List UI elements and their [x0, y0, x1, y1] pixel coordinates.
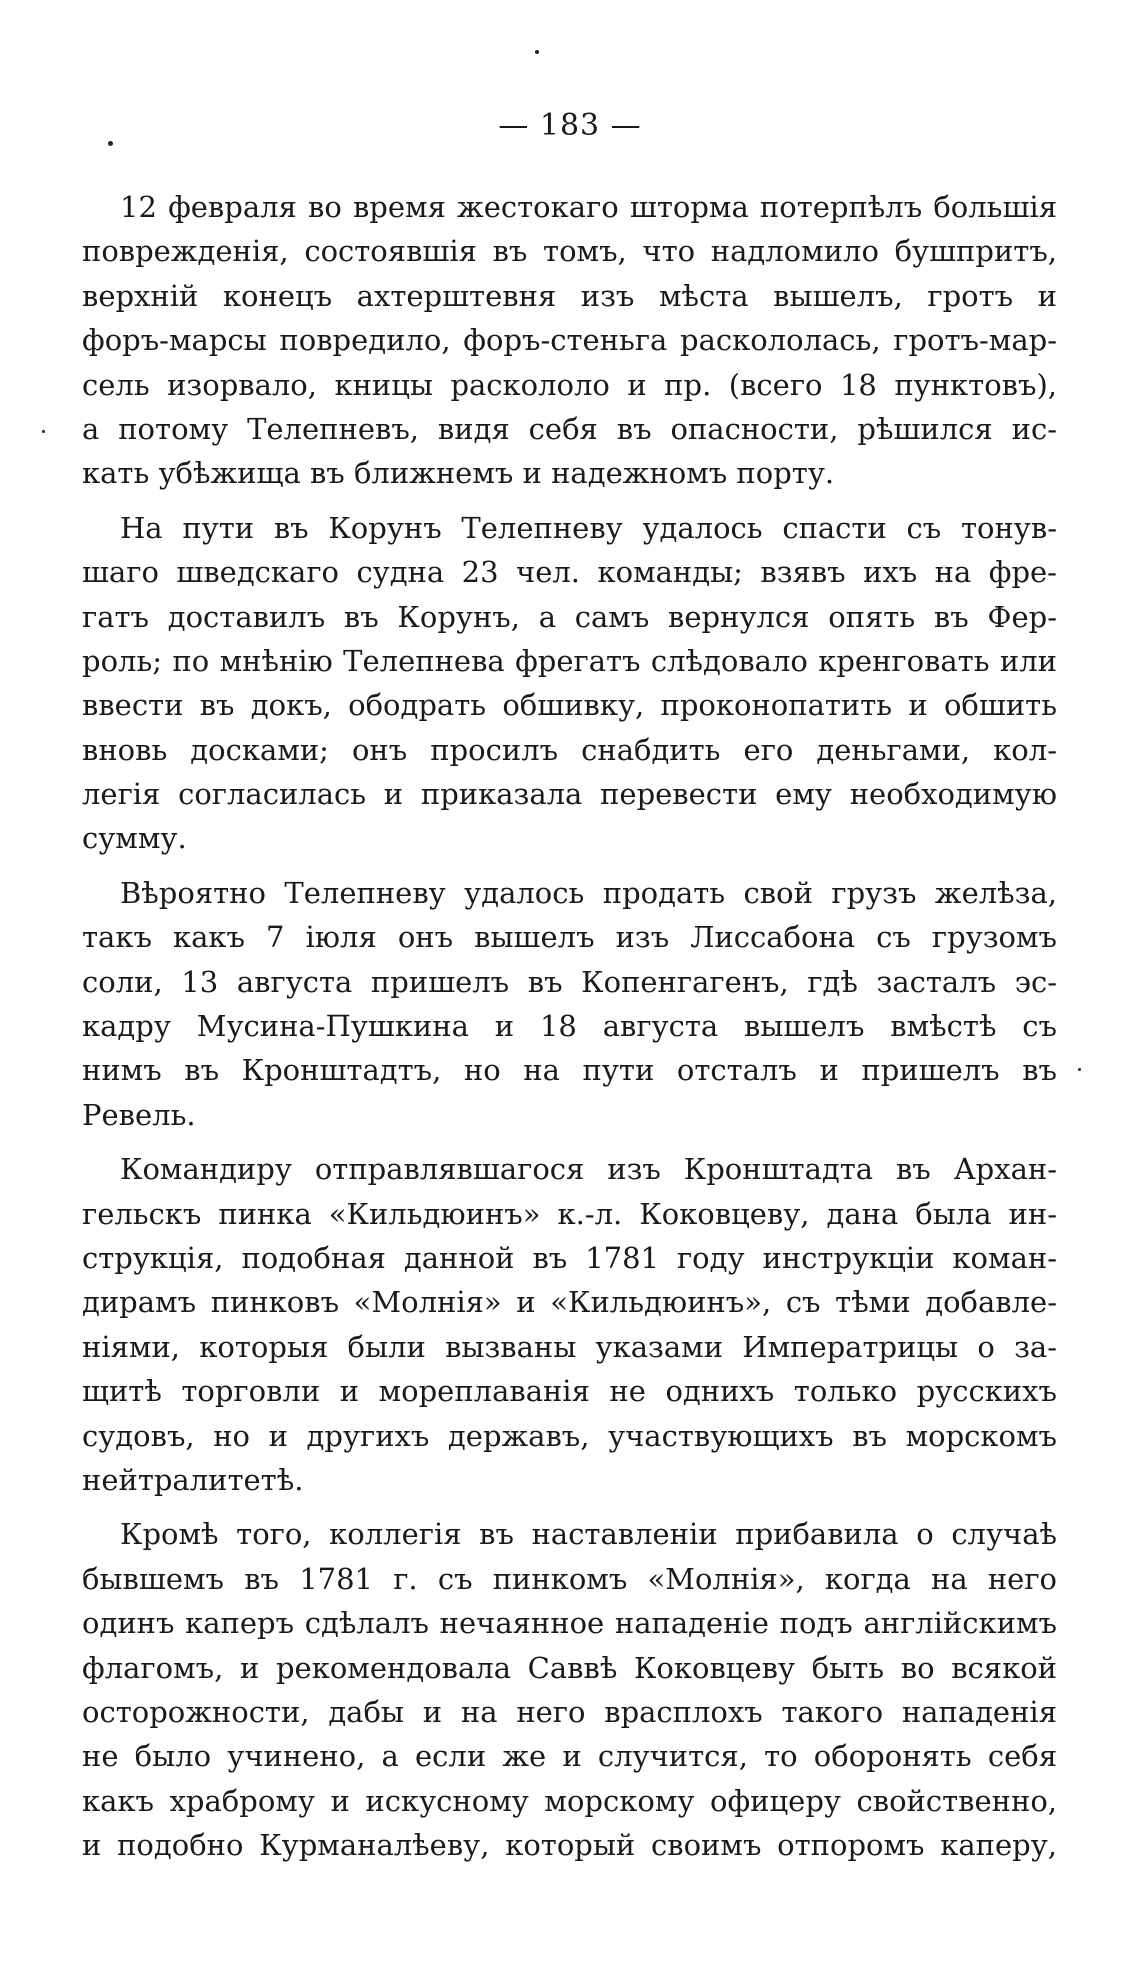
print-speck-right — [1078, 1068, 1081, 1071]
text-line: Вѣроятно Телепневу удалось продать свой грузъ желѣза, — [120, 875, 1057, 910]
text-line: Командиру отправлявшагося изъ Кронштадта въ Архан- — [120, 1152, 1057, 1187]
text-line: нимъ въ Кронштадтъ, но на пути отсталъ и пришелъ въ — [82, 1053, 1057, 1088]
text-line: легія согласилась и приказала перевести ему необходимую — [82, 777, 1057, 812]
text-line: нейтралитетѣ. — [82, 1462, 304, 1497]
body-text — [82, 185, 1057, 1877]
text-line: ніями, которыя были вызваны указами Императрицы о за- — [82, 1329, 1057, 1364]
paragraph — [82, 1512, 1057, 1867]
text-line: гельскъ пинка «Кильдюинъ» к.-л. Коковцеву, дана была ин- — [82, 1196, 1057, 1231]
text-line: дирамъ пинковъ «Молнія» и «Кильдюинъ», съ тѣми добавле- — [82, 1285, 1057, 1320]
text-line: 12 февраля во время жестокаго шторма потерпѣлъ большія — [120, 190, 1057, 224]
text-line: шаго шведскаго судна 23 чел. команды; взявъ ихъ на фре- — [82, 555, 1057, 590]
text-line: какъ храброму и искусному морскому офицеру свойственно, — [82, 1783, 1057, 1818]
text-line: а потому Телепневъ, видя себя въ опасности, рѣшился ис- — [82, 411, 1057, 446]
text-line: не было учинено, а если же и случится, то оборонять себя — [82, 1739, 1057, 1774]
text-line: Кромѣ того, коллегія въ наставленіи прибавила о случаѣ — [120, 1517, 1057, 1552]
text-line: форъ-марсы повредило, форъ-стеньга раскололась, гротъ-мар- — [82, 323, 1057, 358]
text-line: щитѣ торговли и мореплаванія не однихъ только русскихъ — [82, 1374, 1057, 1409]
paragraph — [82, 185, 1057, 496]
print-speck-top — [535, 50, 539, 54]
text-line: сумму. — [82, 821, 187, 856]
text-line: поврежденія, состоявшія въ томъ, что надломило бушпритъ, — [82, 234, 1057, 269]
print-speck-margin — [42, 430, 45, 433]
text-line: судовъ, но и другихъ державъ, участвующихъ въ морскомъ — [82, 1418, 1057, 1453]
text-line: флагомъ, и рекомендовала Саввѣ Коковцеву быть во всякой — [82, 1650, 1057, 1685]
text-line: одинъ каперъ сдѣлалъ нечаянное нападеніе подъ англійскимъ — [82, 1606, 1057, 1641]
text-line: струкція, подобная данной въ 1781 году инструкціи коман- — [82, 1240, 1057, 1275]
text-line: бывшемъ въ 1781 г. съ пинкомъ «Молнія», когда на него — [82, 1561, 1057, 1596]
text-line: На пути въ Корунъ Телепневу удалось спасти съ тонув- — [120, 510, 1057, 545]
page-number: — 183 — — [498, 108, 642, 143]
text-line: сель изорвало, кницы раскололо и пр. (всего 18 пунктовъ), — [82, 367, 1057, 402]
text-line: ввести въ докъ, ободрать обшивку, проконопатить и обшить — [82, 688, 1057, 723]
text-line: такъ какъ 7 іюля онъ вышелъ изъ Лиссабона съ грузомъ — [82, 920, 1057, 955]
text-line: кадру Мусина-Пушкина и 18 августа вышелъ вмѣстѣ съ — [82, 1009, 1057, 1044]
paragraph — [82, 1147, 1057, 1502]
text-line: кать убѣжища въ ближнемъ и надежномъ порту. — [82, 456, 835, 491]
text-line: осторожности, дабы и на него врасплохъ такого нападенія — [82, 1694, 1057, 1729]
text-line: гатъ доставилъ въ Корунъ, а самъ вернулся опять въ Фер- — [82, 599, 1057, 634]
text-line: вновь досками; онъ просилъ снабдить его деньгами, кол- — [82, 732, 1057, 767]
paragraph — [82, 506, 1057, 861]
text-line: и подобно Курманалѣеву, который своимъ отпоромъ каперу, — [82, 1828, 1057, 1863]
paragraph — [82, 871, 1057, 1137]
text-line: роль; по мнѣнію Телепнева фрегатъ слѣдовало кренговать или — [82, 643, 1057, 678]
text-line: верхній конецъ ахтерштевня изъ мѣста вышелъ, гротъ и — [82, 278, 1057, 313]
text-line: соли, 13 августа пришелъ въ Копенгагенъ, гдѣ засталъ эс- — [82, 964, 1057, 999]
text-line: Ревель. — [82, 1097, 196, 1132]
